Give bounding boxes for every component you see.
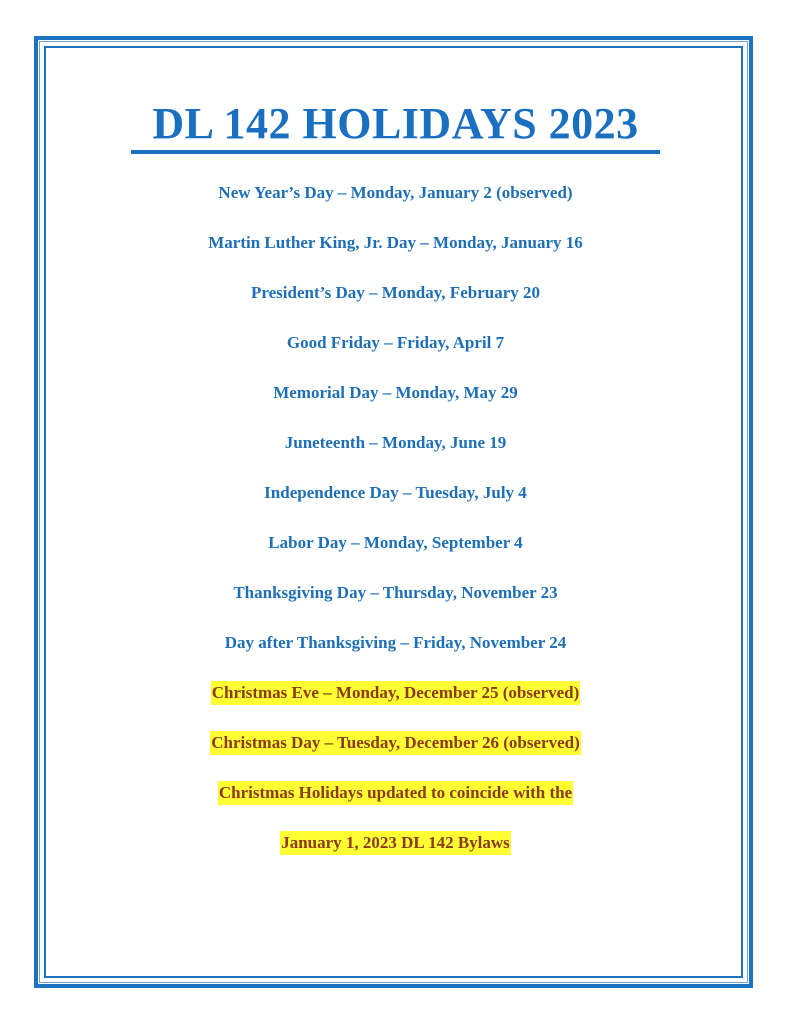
highlighted-item	[0, 668, 791, 718]
page-title: DL 142 HOLIDAYS 2023	[152, 99, 639, 148]
holiday-text: President’s Day – Monday, February 20	[251, 283, 540, 302]
holiday-text: Juneteenth – Monday, June 19	[284, 433, 507, 452]
holiday-text: Day after Thanksgiving – Friday, November 24	[224, 633, 567, 652]
holiday-item	[0, 218, 791, 268]
holiday-item	[0, 318, 791, 368]
holiday-list	[0, 168, 791, 868]
holiday-item	[0, 168, 791, 218]
holiday-text: Thanksgiving Day – Thursday, November 23	[233, 583, 558, 602]
holiday-text: Martin Luther King, Jr. Day – Monday, January 16	[208, 233, 583, 252]
holiday-item	[0, 268, 791, 318]
holiday-item	[0, 368, 791, 418]
holiday-text: Memorial Day – Monday, May 29	[273, 383, 518, 402]
title-underline	[131, 150, 660, 154]
holiday-text: Labor Day – Monday, September 4	[268, 533, 523, 552]
holiday-item	[0, 568, 791, 618]
highlighted-text: Christmas Eve – Monday, December 25 (observed)	[211, 681, 581, 705]
holiday-item	[0, 468, 791, 518]
highlighted-text: January 1, 2023 DL 142 Bylaws	[280, 831, 511, 855]
holiday-item	[0, 418, 791, 468]
holiday-text: New Year’s Day – Monday, January 2 (observed)	[218, 183, 573, 202]
highlighted-note	[0, 818, 791, 868]
holiday-text: Good Friday – Friday, April 7	[286, 333, 505, 352]
highlighted-note	[0, 768, 791, 818]
holiday-item	[0, 618, 791, 668]
holiday-text: Independence Day – Tuesday, July 4	[264, 483, 527, 502]
holiday-item	[0, 518, 791, 568]
highlighted-item	[0, 718, 791, 768]
highlighted-text: Christmas Day – Tuesday, December 26 (observed)	[210, 731, 580, 755]
highlighted-text: Christmas Holidays updated to coincide with the	[218, 781, 573, 805]
